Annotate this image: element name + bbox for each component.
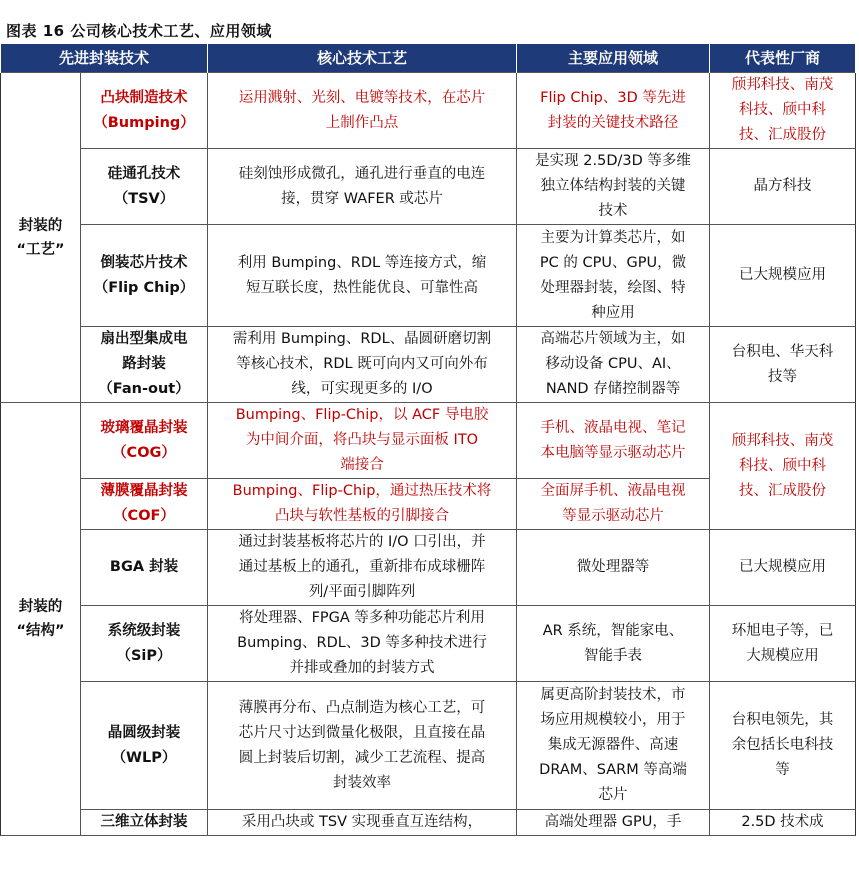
application-field-line: 全面屏手机、液晶电视 <box>540 483 686 499</box>
core-process-line: 圆上封装后切割，减少工艺流程、提高 <box>238 749 486 766</box>
tech-name-line: （COF） <box>113 508 175 524</box>
tech-name <box>81 225 208 327</box>
application-field-line: 芯片 <box>598 787 628 803</box>
tech-name-line: （WLP） <box>111 749 177 766</box>
vendor-line: 科技、颀中科 <box>739 102 827 118</box>
tech-name-line: 凸块制造技术 <box>100 89 188 106</box>
core-process-line: 采用凸块或 TSV 实现垂直互连结构， <box>241 814 483 830</box>
core-process-line: Bumping、Flip-Chip，通过热压技术将 <box>232 483 492 499</box>
core-process-line: 等核心技术，RDL 既可向内又可向外布 <box>236 356 488 372</box>
table-row <box>1 530 856 606</box>
tech-name <box>81 606 208 682</box>
core-process-line: 凸块与软性基板的引脚接合 <box>275 508 450 524</box>
group-label-line: “结构” <box>16 623 65 639</box>
application-field-line: PC 的 CPU、GPU，微 <box>539 254 687 271</box>
application-field-line: 高端处理器 GPU，手 <box>544 814 682 830</box>
application-field-line: 集成无源器件、高速 <box>547 737 679 753</box>
core-process <box>208 225 517 327</box>
core-process-line: Bumping、RDL、3D 等多种技术进行 <box>237 635 487 651</box>
vendor-line: 大规模应用 <box>746 647 819 664</box>
vendor-line: 等 <box>775 762 790 778</box>
application-field-line: AR 系统，智能家电、 <box>542 622 684 639</box>
application-field-line: 封装的关键技术路径 <box>547 114 679 131</box>
application-field-line: DRAM、SARM 等高端 <box>539 762 687 778</box>
tech-name-line: （Bumping） <box>93 114 195 131</box>
vendor <box>710 682 856 810</box>
vendor-line: 已大规模应用 <box>739 267 827 283</box>
vendor-line: 科技、颀中科 <box>739 457 827 474</box>
tech-name <box>81 73 208 149</box>
application-field-line: 是实现 2.5D/3D 等多维 <box>535 153 691 169</box>
header-application: 主要应用领域 <box>517 44 710 73</box>
group-label-line: 封装的 <box>18 599 63 615</box>
table-row <box>1 810 856 836</box>
header-advanced-packaging: 先进封装技术 <box>1 44 208 73</box>
vendor-line: 颀邦科技、南茂 <box>731 432 834 449</box>
table-row <box>1 73 856 149</box>
core-process-line: 通过基板上的通孔，重新排布成球栅阵 <box>238 559 486 575</box>
application-field <box>517 149 710 225</box>
core-process-line: 短互联长度，热性能优良、可靠性高 <box>246 279 479 296</box>
core-process-line: 需利用 Bumping、RDL、晶圆研磨切割 <box>232 331 492 347</box>
core-process-line: 封装效率 <box>333 774 392 791</box>
vendor-line: 技等 <box>768 368 798 385</box>
core-process <box>208 479 517 530</box>
core-process-line: Bumping、Flip-Chip，以 ACF 导电胶 <box>235 407 489 423</box>
tech-name <box>81 682 208 810</box>
application-field-line: 移动设备 CPU、AI、 <box>545 356 681 372</box>
header-row <box>1 44 856 73</box>
vendor-line: 颀邦科技、南茂 <box>731 77 834 93</box>
application-field <box>517 810 710 836</box>
core-process-line: 通过封装基板将芯片的 I/O 口引出，并 <box>238 534 486 550</box>
tech-name-line: （Flip Chip） <box>93 279 195 296</box>
tech-name-line: 薄膜覆晶封装 <box>100 483 188 499</box>
tech-name-line: （SiP） <box>116 647 172 664</box>
tech-name-line: 晶圆级封装 <box>107 724 181 741</box>
core-process-line: 运用溅射、光刻、电镀等技术，在芯片 <box>238 89 486 106</box>
tech-name <box>81 810 208 836</box>
core-process <box>208 682 517 810</box>
application-field <box>517 327 710 403</box>
group-label <box>1 403 81 836</box>
vendor-line: 2.5D 技术成 <box>741 814 824 830</box>
application-field-line: Flip Chip、3D 等先进 <box>540 89 686 106</box>
tech-name <box>81 403 208 479</box>
tech-name-line: 路封装 <box>122 356 166 372</box>
application-field-line: 手机、液晶电视、笔记 <box>540 419 686 436</box>
core-process-line: 上制作凸点 <box>325 114 399 131</box>
vendor <box>710 73 856 149</box>
vendor-line: 台积电领先，其 <box>731 712 834 728</box>
table-row <box>1 403 856 479</box>
application-field-line: NAND 存储控制器等 <box>545 381 681 397</box>
vendor <box>710 606 856 682</box>
core-process <box>208 149 517 225</box>
figure-caption: 图表 16 公司核心技术工艺、应用领域 <box>6 22 272 40</box>
application-field <box>517 225 710 327</box>
core-process-line: 端接合 <box>340 457 384 473</box>
table-row <box>1 149 856 225</box>
application-field-line: 微处理器等 <box>576 559 650 575</box>
tech-name <box>81 327 208 403</box>
header-core-process: 核心技术工艺 <box>208 44 517 73</box>
group-label-line: 封装的 <box>18 217 63 234</box>
application-field-line: 等显示驱动芯片 <box>562 508 664 524</box>
application-field-line: 技术 <box>598 203 628 219</box>
tech-name-line: （Fan-out） <box>98 381 190 397</box>
core-process-line: 薄膜再分布、凸点制造为核心工艺，可 <box>238 699 486 716</box>
application-field-line: 主要为计算类芯片，如 <box>540 229 686 246</box>
core-process <box>208 327 517 403</box>
core-process <box>208 810 517 836</box>
table-row <box>1 327 856 403</box>
core-process-line: 硅刻蚀形成微孔，通孔进行垂直的电连 <box>238 165 486 182</box>
vendor-line: 晶方科技 <box>753 178 812 194</box>
tech-name <box>81 479 208 530</box>
tech-name-line: BGA 封装 <box>109 559 179 575</box>
vendor <box>710 403 856 530</box>
core-process <box>208 530 517 606</box>
application-field-line: 处理器封装，绘图、特 <box>540 279 686 296</box>
vendor-line: 已大规模应用 <box>739 559 827 575</box>
packaging-technology-table <box>0 44 856 836</box>
header-vendor: 代表性厂商 <box>710 44 856 73</box>
application-field-line: 独立体结构封装的关键 <box>540 178 686 194</box>
core-process <box>208 606 517 682</box>
core-process <box>208 403 517 479</box>
application-field <box>517 682 710 810</box>
tech-name-line: （COG） <box>112 444 176 461</box>
vendor-line: 环旭电子等，已 <box>731 622 834 639</box>
core-process <box>208 73 517 149</box>
vendor <box>710 530 856 606</box>
tech-name <box>81 530 208 606</box>
application-field <box>517 73 710 149</box>
core-process-line: 芯片尺寸达到微量化极限，且直接在晶 <box>238 724 486 741</box>
application-field <box>517 479 710 530</box>
vendor <box>710 225 856 327</box>
core-process-line: 并排或叠加的封装方式 <box>289 660 435 676</box>
vendor <box>710 327 856 403</box>
group-label-line: “工艺” <box>16 241 65 258</box>
core-process-line: 利用 Bumping、RDL 等连接方式，缩 <box>237 254 487 271</box>
table-row <box>1 682 856 810</box>
tech-name <box>81 149 208 225</box>
tech-name-line: 系统级封装 <box>107 622 181 639</box>
tech-name-line: 倒装芯片技术 <box>100 254 188 271</box>
tech-name-line: 玻璃覆晶封装 <box>100 419 188 436</box>
application-field-line: 种应用 <box>591 304 635 321</box>
vendor <box>710 149 856 225</box>
vendor-line: 技、汇成股份 <box>739 482 827 499</box>
vendor-line: 台积电、华天科 <box>731 343 834 360</box>
application-field-line: 场应用规模较小，用于 <box>540 712 686 728</box>
application-field <box>517 530 710 606</box>
application-field-line: 属更高阶封装技术，市 <box>540 687 686 703</box>
application-field-line: 高端芯片领域为主，如 <box>540 331 686 347</box>
application-field <box>517 606 710 682</box>
core-process-line: 线，可实现更多的 I/O <box>291 381 433 397</box>
core-process-line: 将处理器、FPGA 等多种功能芯片利用 <box>239 610 485 626</box>
vendor-line: 技、汇成股份 <box>739 127 827 143</box>
tech-name-line: 硅通孔技术 <box>107 165 181 182</box>
tech-name-line: 三维立体封装 <box>100 814 188 830</box>
application-field-line: 智能手表 <box>584 647 643 664</box>
tech-name-line: （TSV） <box>113 190 175 207</box>
application-field-line: 本电脑等显示驱动芯片 <box>540 444 686 461</box>
table-row <box>1 606 856 682</box>
core-process-line: 为中间介面，将凸块与显示面板 ITO <box>245 432 479 448</box>
tech-name-line: 扇出型集成电 <box>100 331 188 347</box>
vendor-line: 余包括长电科技 <box>731 737 834 753</box>
core-process-line: 列/平面引脚阵列 <box>308 584 416 600</box>
application-field <box>517 403 710 479</box>
table-row <box>1 225 856 327</box>
vendor <box>710 810 856 836</box>
core-process-line: 接，贯穿 WAFER 或芯片 <box>281 190 443 207</box>
group-label <box>1 73 81 403</box>
